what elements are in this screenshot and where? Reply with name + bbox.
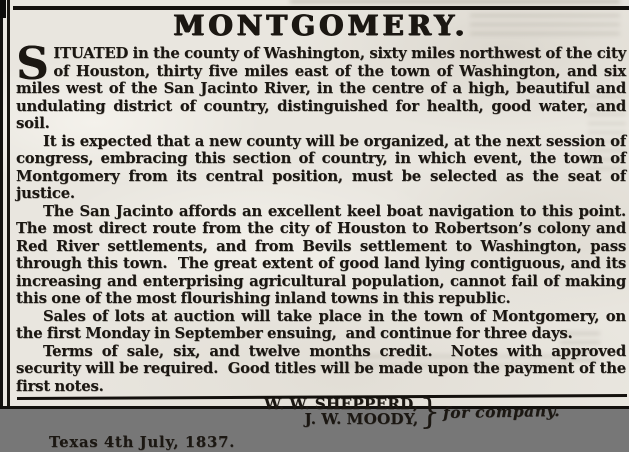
- paragraph-new-county: It is expected that a new county will be organized, at the next session of congress, embracing this section of country, in which event, the town of Montgomery from its central position, must be selected as the seat of justice.: [16, 132, 626, 202]
- brace-glyph: }: [419, 391, 441, 432]
- page-title: MONTGOMERY.: [173, 9, 469, 42]
- paragraph-terms: Terms of sale, six, and twelve months credit. Notes with approved security will be required. Good titles will be made upon the payment of the first notes.: [16, 342, 626, 395]
- signature-names: [264, 394, 419, 428]
- drop-cap-s: S: [16, 37, 49, 90]
- signature-block: [264, 391, 626, 432]
- for-company-label: for company.: [443, 401, 561, 423]
- advertisement-body: [16, 10, 626, 452]
- column-rule-left: [7, 0, 10, 409]
- dateline: Texas 4th July, 1837.: [49, 434, 236, 451]
- signature-shepperd: W. W. SHEPPERD,: [264, 394, 419, 413]
- paragraph-situated: [16, 37, 626, 133]
- paragraph-sales: Sales of lots at auction will take place in the town of Montgomery, on the first Monday in September ensuing, and continue for three days.: [16, 307, 626, 342]
- page-edge-left: [0, 0, 3, 409]
- paragraph-san-jacinto: The San Jacinto affords an excellent keel boat navigation to this point. The most direct route from the city of Houston to Robertson’s colony and Red River settlements, and from Bevils settlement to Washington, pass through this town. The great extent of good land lying contiguous, and its increasing and enterprising agricultural population, cannot fail of making this one of the most flourishing inland towns in this republic.: [16, 202, 626, 307]
- scan-corner-mark: [0, 0, 6, 18]
- signature-moody: J. W. MOODY,: [304, 410, 419, 428]
- paragraph-situated-text: ITUATED in the county of Washington, sixty miles northwest of the city of Houston, thirty five miles east of the town of Washington, and six miles west of the San Jacinto River, in the centre of a high, beautiful and undulating district of country, distinguished for health, good water, and soil.: [16, 45, 626, 132]
